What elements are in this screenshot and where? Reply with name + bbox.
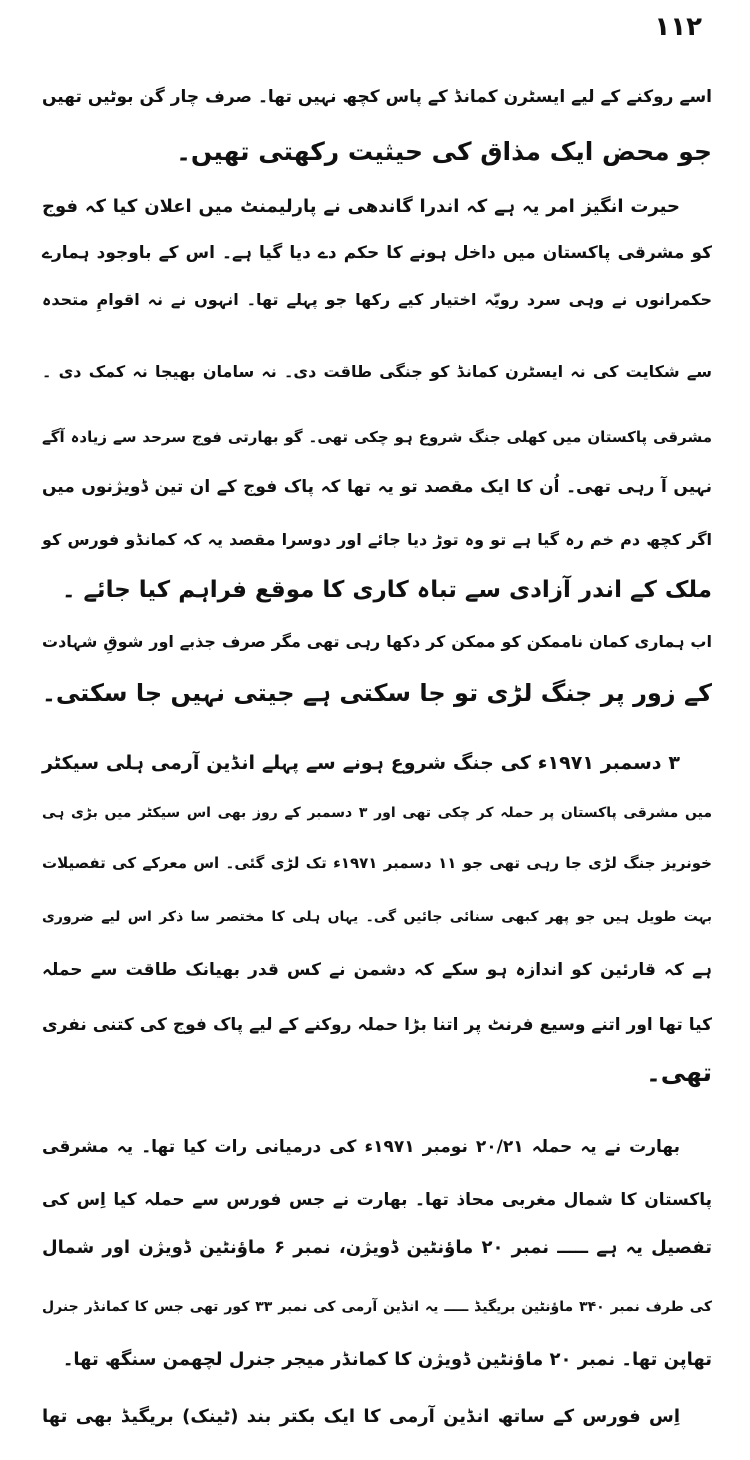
text-line: ہے کہ قارئین کو اندازہ ہو سکے کہ دشمن نے کس قدر بھیانک طاقت سے حملہ	[42, 960, 712, 980]
text-line: کو مشرقی پاکستان میں داخل ہونے کا حکم دے دیا گیا ہے۔ اس کے باوجود ہمارے	[42, 243, 712, 263]
page-number: ۱۱۲	[654, 12, 702, 42]
text-line: کے زور پر جنگ لڑی تو جا سکتی ہے جیتی نہیں جا سکتی۔	[41, 679, 712, 707]
text-line: سے شکایت کی نہ ایسٹرن کمانڈ کو جنگی طاقت دی۔ نہ سامان بھیجا نہ کمک دی ۔	[42, 362, 712, 381]
text-line: پاکستان کا شمال مغربی محاذ تھا۔ بھارت نے جس فورس سے حملہ کیا اِس کی	[42, 1190, 712, 1210]
text-line: تفصیل یہ ہے ـــــ نمبر ۲۰ ماؤنٹین ڈویژن، نمبر ۶ ماؤنٹین ڈویژن اور شمال	[42, 1237, 713, 1258]
text-line: کیا تھا اور اتنے وسیع فرنٹ پر اتنا بڑا حملہ روکنے کے لیے پاک فوج کی کتنی نفری	[42, 1015, 712, 1035]
text-line: اسے روکنے کے لیے ایسٹرن کمانڈ کے پاس کچھ نہیں تھا۔ صرف چار گن بوٹیں تھیں	[42, 87, 712, 107]
text-line: بہت طویل ہیں جو پھر کبھی سنائی جائیں گی۔ یہاں ہلی کا مختصر سا ذکر اس لیے ضروری	[42, 909, 712, 925]
text-line: حیرت انگیز امر یہ ہے کہ اندرا گاندھی نے پارلیمنٹ میں اعلان کیا کہ فوج	[42, 196, 680, 217]
text-line: نہیں آ رہی تھی۔ اُن کا ایک مقصد تو یہ تھا کہ پاک فوج کے ان تین ڈویژنوں میں	[42, 477, 712, 497]
text-line: خونریز جنگ لڑی جا رہی تھی جو ۱۱ دسمبر ۱۹۷۱ء تک لڑی گئی۔ اس معرکے کی تفصیلات	[42, 854, 712, 872]
text-line: تھاپن تھا۔ نمبر ۲۰ ماؤنٹین ڈویژن کا کمانڈر میجر جنرل لچھمن سنگھ تھا۔	[62, 1349, 712, 1370]
text-line: بھارت نے یہ حملہ ۲۰/۲۱ نومبر ۱۹۷۱ء کی درمیانی رات کیا تھا۔ یہ مشرقی	[42, 1137, 681, 1157]
text-line: اب ہماری کمان ناممکن کو ممکن کر دکھا رہی تھی مگر صرف جذبے اور شوقِ شہادت	[42, 632, 712, 651]
text-line: جو محض ایک مذاق کی حیثیت رکھتی تھیں۔	[176, 137, 712, 166]
text-line: ۳ دسمبر ۱۹۷۱ء کی جنگ شروع ہونے سے پہلے انڈین آرمی ہلی سیکٹر	[42, 752, 680, 774]
text-line: کی طرف نمبر ۳۴۰ ماؤنٹین بریگیڈ ـــــ یہ انڈین آرمی کی نمبر ۳۳ کور تھی جس کا کمانڈر جنرل	[42, 1299, 713, 1315]
text-line: ملک کے اندر آزادی سے تباہ کاری کا موقع فراہم کیا جائے ۔	[61, 577, 712, 603]
text-line: اِس فورس کے ساتھ انڈین آرمی کا ایک بکتر بند (ٹینک) بریگیڈ بھی تھا	[42, 1406, 680, 1427]
text-line: اگر کچھ دم خم رہ گیا ہے تو وہ توڑ دیا جائے اور دوسرا مقصد یہ کہ کمانڈو فورس کو	[42, 530, 712, 549]
text-line: تھی۔	[646, 1058, 712, 1087]
text-line: مشرقی پاکستان میں کھلی جنگ شروع ہو چکی تھی۔ گو بھارتی فوج سرحد سے زیادہ آگے	[42, 428, 712, 446]
text-line: حکمرانوں نے وہی سرد رویّہ اختیار کیے رکھا جو پہلے تھا۔ انہوں نے نہ اقوامِ متحدہ	[42, 290, 712, 309]
text-line: میں مشرقی پاکستان پر حملہ کر چکی تھی اور ۳ دسمبر کے روز بھی اس سیکٹر میں بڑی ہی	[42, 805, 712, 821]
